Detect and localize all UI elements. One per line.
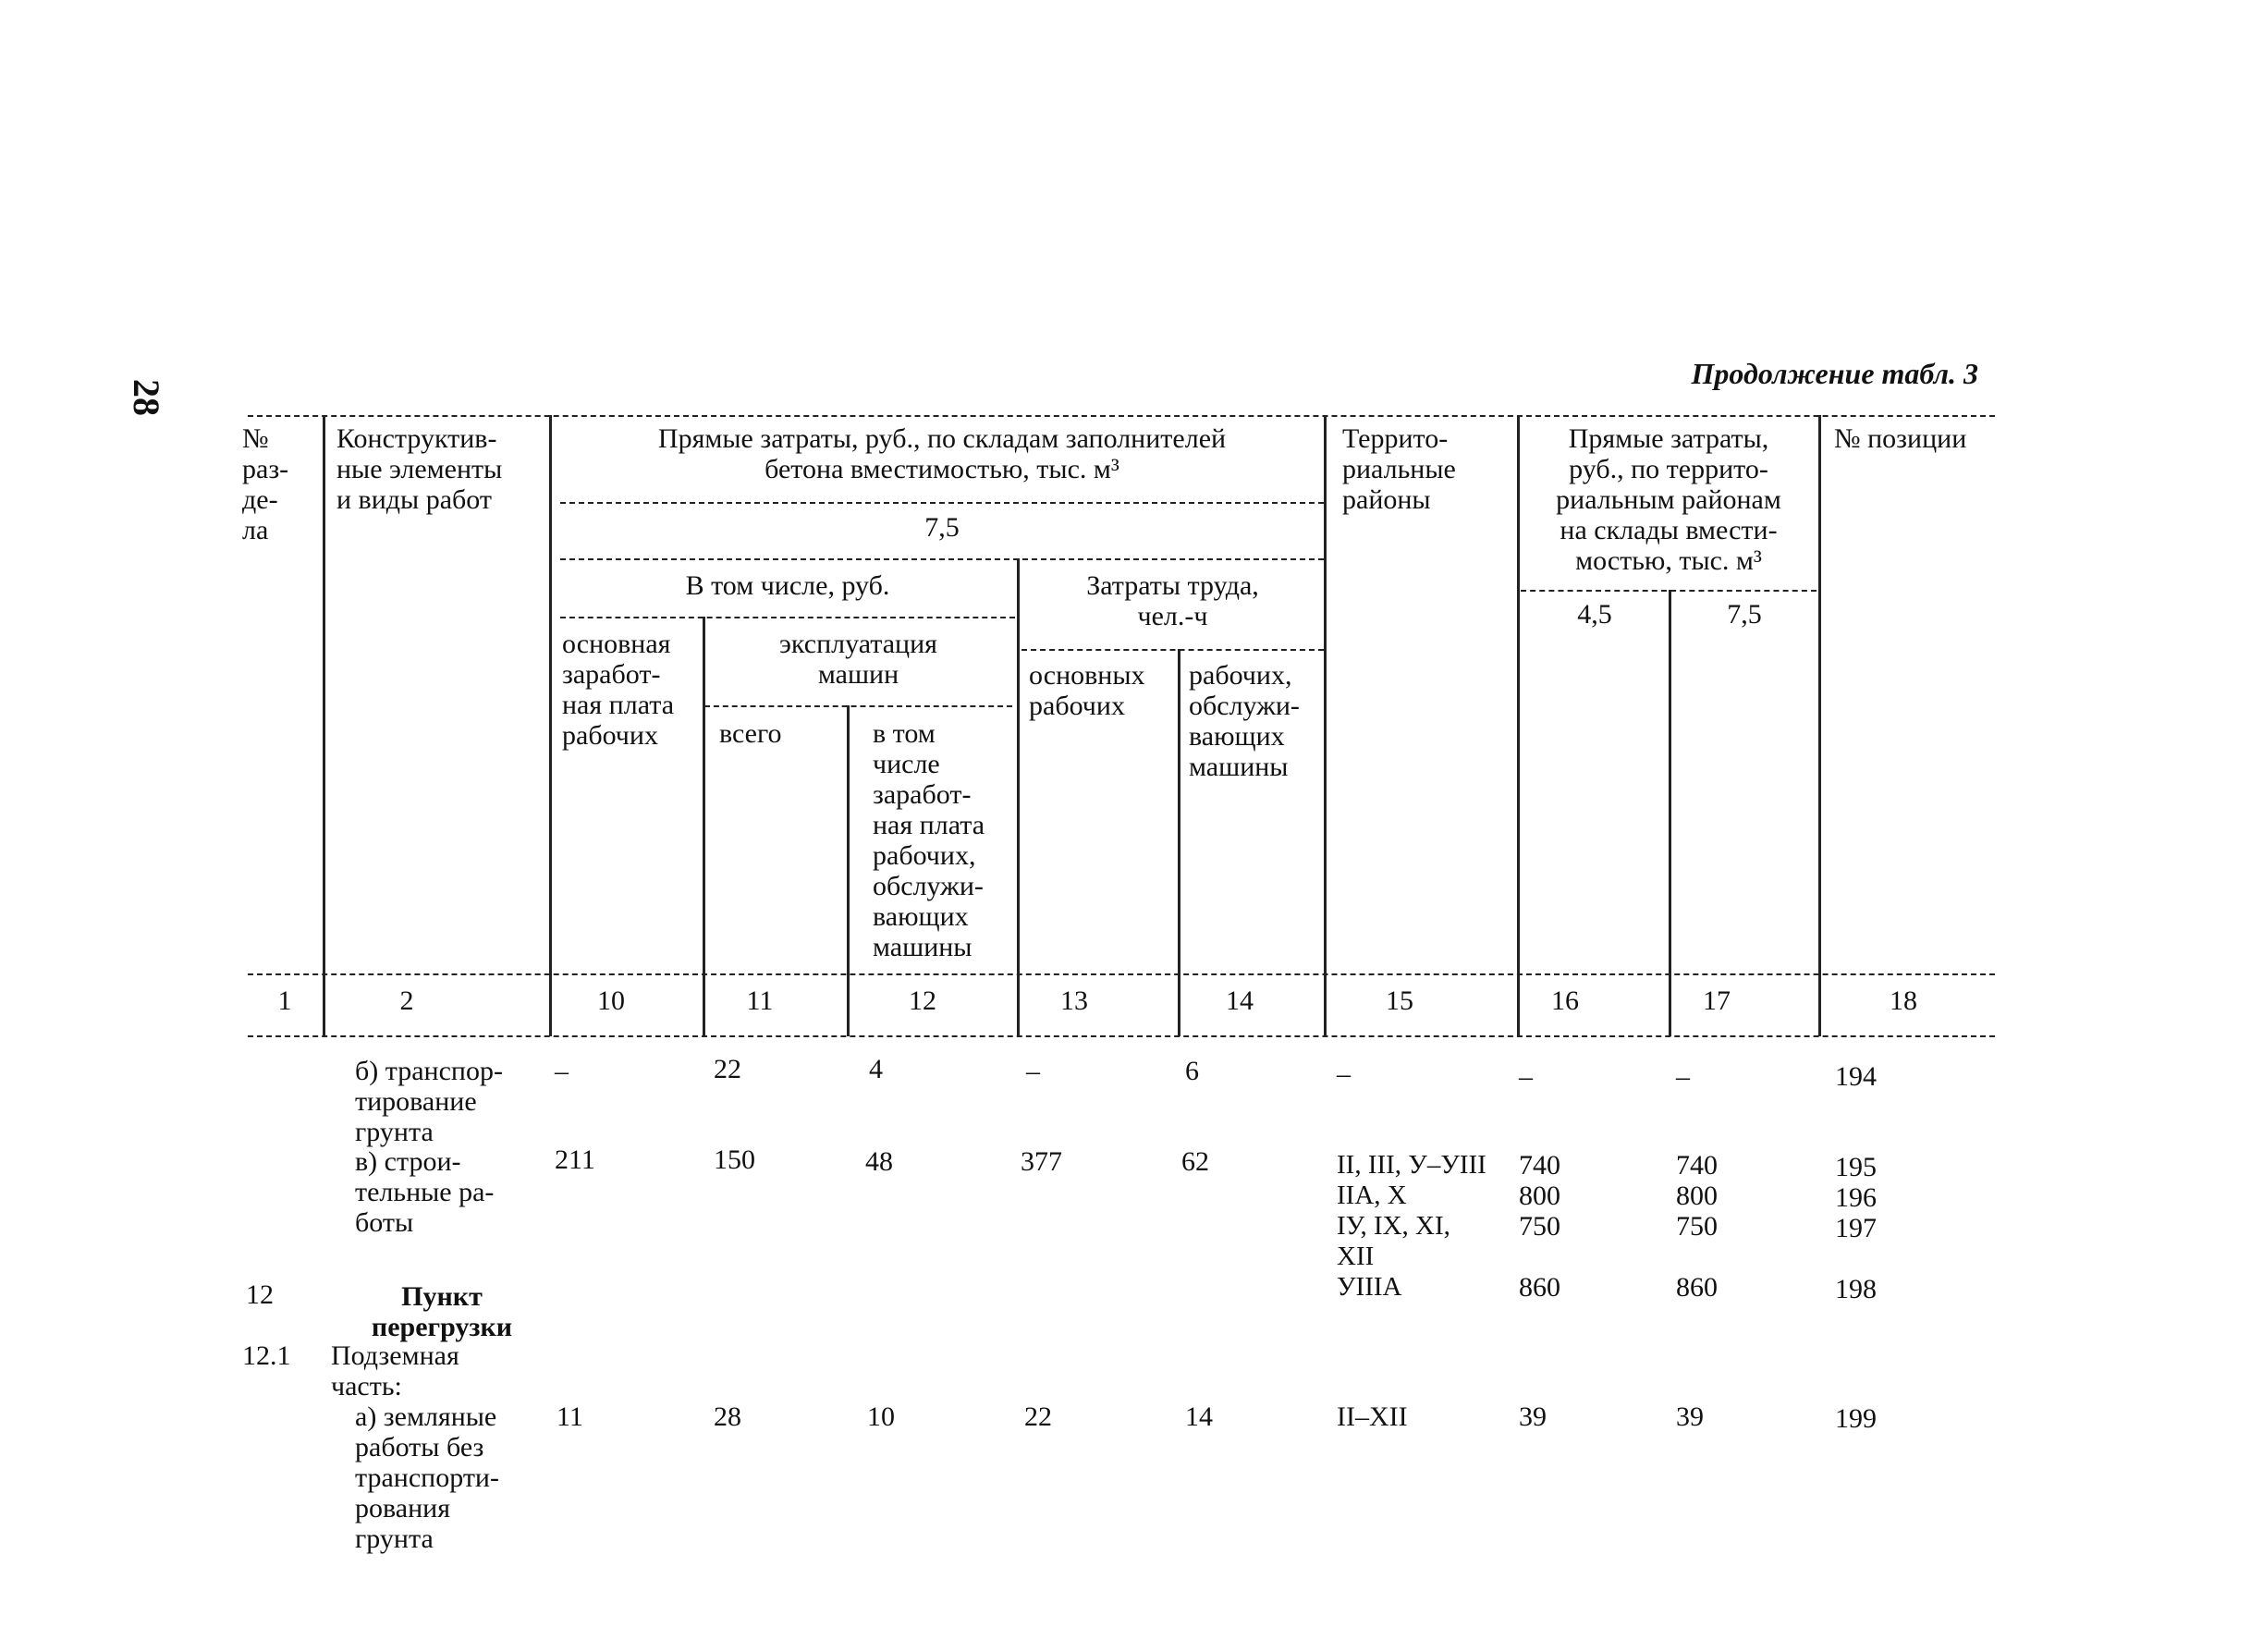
- row-a-col18: 199: [1835, 1403, 1877, 1434]
- rule-below-incl: [560, 617, 1015, 618]
- row-v-col17: 740 800 750 860: [1676, 1150, 1718, 1303]
- row-b-col13: –: [1026, 1056, 1040, 1086]
- row-v-col13: 377: [1021, 1146, 1062, 1177]
- colnum-18: 18: [1890, 985, 1917, 1016]
- header-total: всего: [719, 718, 782, 749]
- vline-1: [323, 415, 325, 1036]
- colnum-10: 10: [597, 985, 625, 1016]
- header-base-wage: основная заработ- ная плата рабочих: [562, 629, 675, 751]
- row-b-col18: 194: [1835, 1061, 1877, 1092]
- vline-10: [1818, 415, 1821, 1036]
- vline-5: [1017, 558, 1020, 1036]
- rule-above-colnums: [248, 973, 1995, 975]
- row-b-col16: –: [1519, 1061, 1533, 1092]
- rule-below-75: [560, 558, 1324, 560]
- colnum-15: 15: [1386, 985, 1413, 1016]
- colnum-12: 12: [909, 985, 936, 1016]
- header-section-number: № раз- де- ла: [242, 423, 289, 545]
- section-12-1-title: Подземная часть:: [331, 1340, 459, 1401]
- section-12-1-number: 12.1: [242, 1340, 291, 1371]
- rule-below-expl: [704, 705, 1012, 707]
- header-main-workers: основных рабочих: [1029, 660, 1145, 721]
- colnum-1: 1: [277, 985, 292, 1016]
- vline-2: [549, 415, 552, 1036]
- vline-6: [1178, 649, 1180, 1036]
- row-v-col15: II, III, У–УIII IIA, X IУ, IX, XI, XII УIIIA: [1337, 1150, 1486, 1302]
- row-a-col11: 28: [714, 1401, 741, 1432]
- rule-below-direct: [560, 502, 1324, 504]
- row-v-col10: 211: [555, 1144, 595, 1175]
- colnum-13: 13: [1060, 985, 1088, 1016]
- row-v-col14: 62: [1181, 1146, 1209, 1177]
- row-v-col18: 195 196 197 198: [1835, 1152, 1877, 1304]
- row-a-col14: 14: [1185, 1401, 1213, 1432]
- row-b-col15: –: [1337, 1059, 1351, 1089]
- colnum-14: 14: [1226, 985, 1254, 1016]
- header-elements: Конструктив- ные элементы и виды работ: [336, 423, 503, 515]
- header-territorial-regions: Террито- риальные районы: [1342, 423, 1456, 515]
- header-direct-costs-territorial: Прямые затраты, руб., по террито- риальным районам на склады вмести- мостью, тыс. м³: [1556, 423, 1781, 576]
- header-direct-costs: Прямые затраты, руб., по складам заполнителей бетона вместимостью, тыс. м³: [657, 423, 1227, 484]
- page-number: 28: [126, 379, 167, 416]
- row-b-col12: 4: [869, 1054, 883, 1084]
- header-labor-costs: Затраты труда, чел.-ч: [1086, 570, 1259, 631]
- colnum-17: 17: [1703, 985, 1731, 1016]
- header-including-wage: в том числе заработ- ная плата рабочих, обслужи- вающих машины: [873, 718, 985, 962]
- colnum-11: 11: [746, 985, 774, 1016]
- header-service-workers: рабочих, обслужи- вающих машины: [1189, 660, 1300, 782]
- header-capacity-45: 4,5: [1577, 599, 1612, 630]
- row-a-col12: 10: [867, 1401, 895, 1432]
- row-b-col14: 6: [1185, 1056, 1199, 1086]
- row-b-col17: –: [1676, 1061, 1690, 1092]
- row-a-col15: II–XII: [1337, 1401, 1408, 1432]
- row-v-col16: 740 800 750 860: [1519, 1150, 1560, 1303]
- section-12-title: Пункт перегрузки: [371, 1281, 513, 1342]
- header-machine-operation: эксплуатация машин: [779, 629, 937, 690]
- row-v-name: в) строи- тельные ра- боты: [355, 1146, 495, 1238]
- vline-9: [1669, 590, 1671, 1036]
- row-v-col12: 48: [865, 1146, 893, 1177]
- row-a-col13: 22: [1024, 1401, 1052, 1432]
- rule-top: [248, 415, 1995, 417]
- vline-7: [1324, 415, 1327, 1036]
- rule-below-labor: [1021, 649, 1324, 651]
- row-a-col16: 39: [1519, 1401, 1547, 1432]
- row-a-name: а) земляные работы без транспорти- рования грунта: [355, 1401, 499, 1554]
- vline-8: [1517, 415, 1520, 1036]
- row-b-col10: –: [555, 1056, 569, 1086]
- header-capacity-75-b: 7,5: [1727, 599, 1762, 630]
- header-including: В том числе, руб.: [685, 570, 890, 601]
- row-a-col17: 39: [1676, 1401, 1704, 1432]
- rule-below-colnums: [248, 1035, 1995, 1037]
- header-capacity-75: 7,5: [924, 512, 960, 543]
- row-v-col11: 150: [714, 1144, 755, 1175]
- row-a-col10: 11: [557, 1401, 583, 1432]
- row-b-col11: 22: [714, 1054, 741, 1084]
- section-12-number: 12: [246, 1279, 274, 1310]
- table-caption: Продолжение табл. 3: [1691, 357, 1978, 390]
- colnum-16: 16: [1551, 985, 1579, 1016]
- row-b-name: б) транспор- тирование грунта: [355, 1056, 503, 1147]
- header-position-number: № позиции: [1834, 423, 1967, 454]
- colnum-2: 2: [399, 985, 414, 1016]
